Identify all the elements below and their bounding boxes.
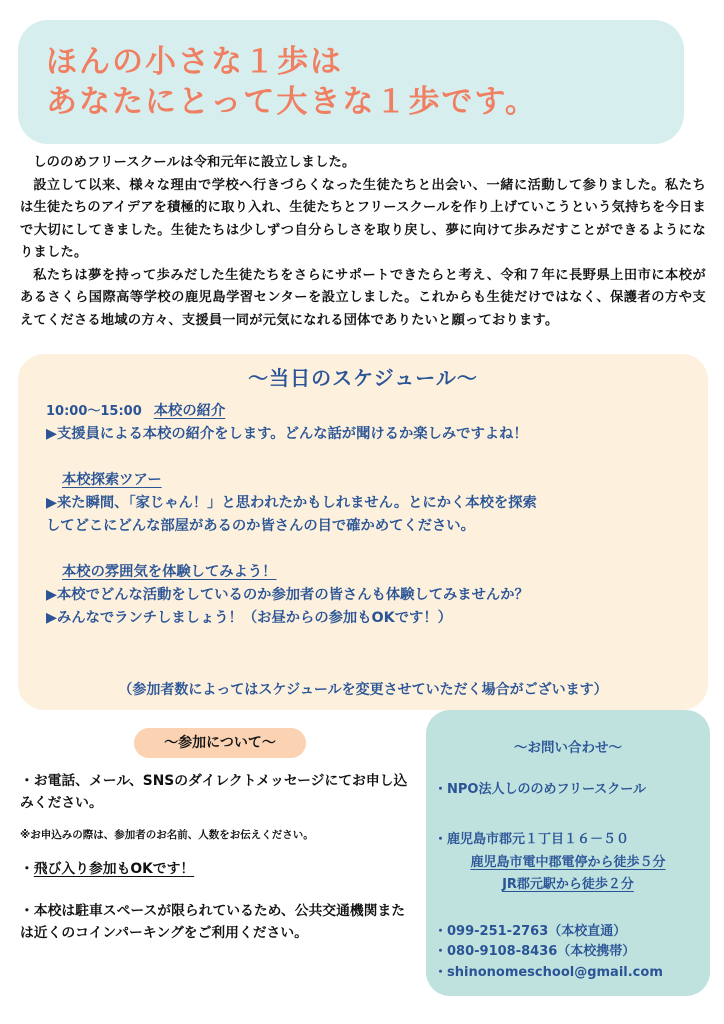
intro-text — [20, 152, 706, 332]
join-walk-in: ・飛び入り参加もOKです！ — [20, 861, 195, 877]
schedule-item-1-title: 本校の紹介 — [153, 403, 226, 419]
contact-access-jr: JR郡元駅から徒歩２分 — [502, 877, 634, 892]
contact-access-tram: 鹿児島市電中郡電停から徒歩５分 — [470, 855, 666, 870]
join-walk-in-text: 飛び入り参加もOKです！ — [33, 861, 195, 877]
contact-panel — [426, 710, 710, 996]
join-apply-text: ・お電話、メール、SNSのダイレクトメッセージにてお申し込みください。 — [20, 773, 408, 811]
contact-address: ・鹿児島市郡元１丁目１６－５０ — [434, 832, 630, 847]
intro-paragraph-3: 私たちは夢を持って歩みだした生徒たちをさらにサポートできたらと考え、令和７年に長野県上田市に本校があるさくら国際高等学校の鹿児島学習センターを設立しました。これからも生徒だけではなく、保護者の方や支えてくださる地域の方々、支援員一同が元気になれる団体でありたいと願っております。 — [20, 267, 706, 328]
join-section — [20, 770, 415, 944]
intro-paragraph-1: しののめフリースクールは令和元年に設立しました。 — [33, 155, 356, 170]
contact-email[interactable]: ・shinonomeschool@gmail.com — [434, 965, 663, 980]
schedule-item-1-header — [46, 400, 696, 423]
schedule-item-3-title: 本校の雰囲気を体験してみよう！ — [62, 564, 277, 580]
contact-tel-direct: ・099-251-2763（本校直通） — [434, 924, 627, 939]
schedule-panel — [18, 354, 708, 710]
join-parking-text: ・本校は駐車スペースが限られているため、公共交通機関または近くのコインパーキングをご利用ください。 — [20, 903, 406, 941]
schedule-time: 10:00〜15:00 — [46, 404, 142, 419]
contact-title: 〜お問い合わせ〜 — [514, 740, 622, 756]
contact-tel-mobile: ・080-9108-8436（本校携帯） — [434, 944, 636, 959]
schedule-item-3-desc-1: ▶本校でどんな活動をしているのか参加者の皆さんも体験してみませんか？ — [46, 587, 529, 603]
headline-banner — [18, 20, 684, 144]
schedule-title: 〜当日のスケジュール〜 — [248, 366, 478, 390]
schedule-item-2-desc-2: してどこにどんな部屋があるのか皆さんの目で確かめてください。 — [46, 518, 475, 534]
schedule-note: （参加者数によってはスケジュールを変更させていただく場合がございます） — [118, 682, 608, 698]
schedule-item-1-desc: ▶支援員による本校の紹介をします。どんな話が聞けるか楽しみですよね！ — [46, 426, 528, 442]
join-title: 〜参加について〜 — [134, 728, 306, 758]
schedule-item-3-desc-2: ▶みんなでランチしましょう！（お昼からの参加もOKです！） — [46, 610, 452, 626]
intro-paragraph-2: 設立して以来、様々な理由で学校へ行きづらくなった生徒たちと出会い、一緒に活動して参りました。私たちは生徒たちのアイデアを積極的に取り入れ、生徒たちとフリースクールを作り上げていこうという気持ちを今日まで大切にしてきました。生徒たちは少しずつ自分らしさを取り戻し、夢に向けて歩みだすことができるようになりました。 — [20, 177, 707, 260]
headline-line-2: あなたにとって大きな１歩です。 — [46, 84, 538, 120]
schedule-item-2-title: 本校探索ツアー — [62, 472, 162, 488]
schedule-body — [46, 400, 696, 630]
contact-org: ・NPO法人しののめフリースクール — [434, 782, 647, 797]
schedule-item-2-desc-1: ▶来た瞬間、「家じゃん！」と思われたかもしれません。とにかく本校を探索 — [46, 495, 537, 511]
join-apply-note: ※お申込みの際は、参加者のお名前、人数をお伝えください。 — [20, 829, 314, 841]
headline-line-1: ほんの小さな１歩は — [46, 44, 343, 80]
